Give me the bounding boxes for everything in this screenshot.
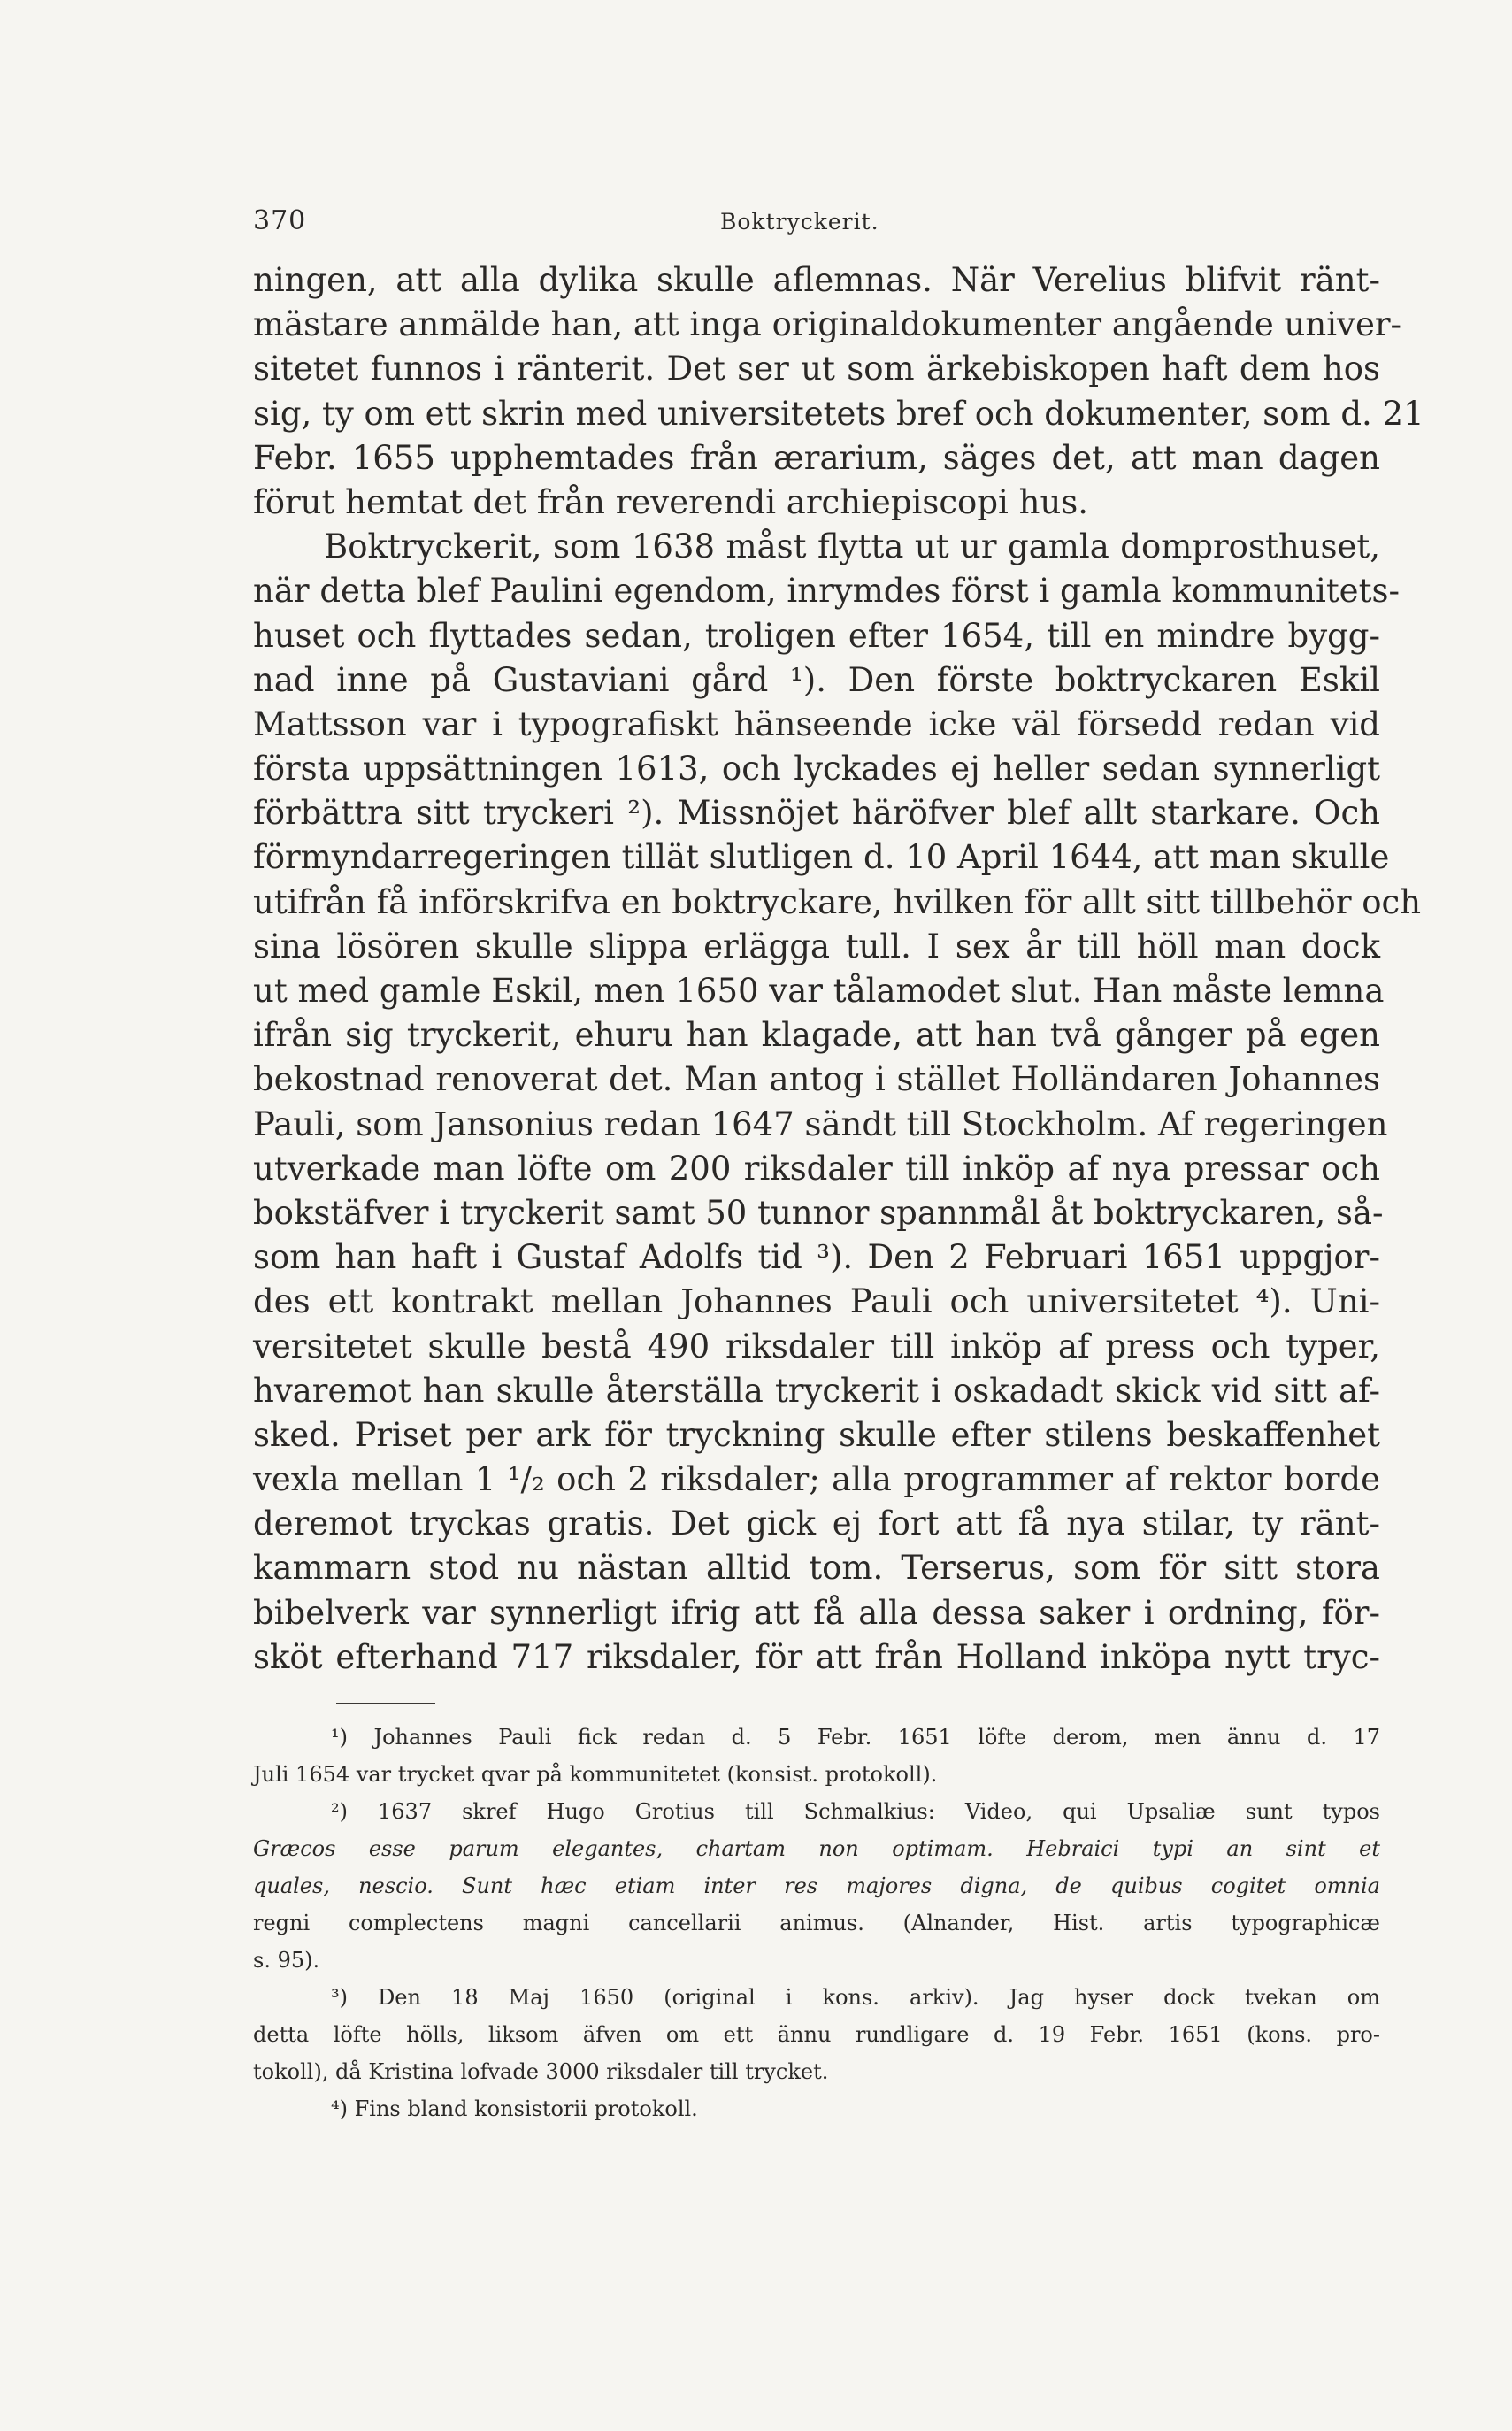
body-line: bibelverk var synnerligt ifrig att få alla dessa saker i ordning, för- (253, 1593, 1380, 1632)
body-line: sitetet funnos i ränterit. Det ser ut som ärkebiskopen haft dem hos (253, 350, 1380, 388)
body-line: Boktryckerit, som 1638 måst flytta ut ur gamla domprosthuset, (324, 527, 1380, 566)
footnote-divider (336, 1703, 435, 1704)
body-line: mästare anmälde han, att inga originaldokumenter angående univer- (253, 305, 1402, 344)
running-head: Boktryckerit. (720, 209, 879, 235)
footnote-line: ¹) Johannes Pauli fick redan d. 5 Febr. 1651 löfte derom, men ännu d. 17 (331, 1725, 1380, 1750)
body-line: ningen, att alla dylika skulle aflemnas. När Verelius blifvit ränt- (253, 261, 1380, 299)
body-line: förut hemtat det från reverendi archiepiscopi hus. (253, 482, 1089, 521)
body-line: vexla mellan 1 ¹/₂ och 2 riksdaler; alla programmer af rektor borde (253, 1460, 1380, 1499)
body-line: Pauli, som Jansonius redan 1647 sändt till Stockholm. Af regeringen (253, 1104, 1388, 1143)
body-line: förmyndarregeringen tillät slutligen d. 10 April 1644, att man skulle (253, 838, 1390, 877)
body-line: sked. Priset per ark för tryckning skulle efter stilens beskaffenhet (253, 1415, 1380, 1454)
footnote-line: s. 95). (253, 1948, 320, 1973)
body-text (253, 258, 1424, 1680)
body-line: kammarn stod nu nästan alltid tom. Terserus, som för sitt stora (253, 1549, 1380, 1588)
body-line: nad inne på Gustaviani gård ¹). Den förste boktryckaren Eskil (253, 660, 1380, 699)
body-line: bekostnad renoverat det. Man antog i stället Holländaren Johannes (253, 1060, 1380, 1099)
body-line: Mattsson var i typografiskt hänseende icke väl försedd redan vid (253, 704, 1380, 743)
body-line: första uppsättningen 1613, och lyckades ej heller sedan synnerligt (253, 750, 1380, 789)
footnote-line: Juli 1654 var trycket qvar på kommunitetet (konsist. protokoll). (253, 1762, 938, 1787)
footnote-line: detta löfte hölls, liksom äfven om ett ännu rundligare d. 19 Febr. 1651 (kons. pro- (253, 2022, 1380, 2047)
body-line: hvaremot han skulle återställa tryckerit i oskadadt skick vid sitt af- (253, 1371, 1380, 1410)
body-line: des ett kontrakt mellan Johannes Pauli och universitetet ⁴). Uni- (253, 1282, 1380, 1321)
page-header (253, 205, 1380, 241)
footnote-line: Græcos esse parum elegantes, chartam non optimam. Hebraici typi an sint et (253, 1836, 1380, 1861)
body-line: bokstäfver i tryckerit samt 50 tunnor spannmål åt boktryckaren, så- (253, 1193, 1384, 1232)
body-line: huset och flyttades sedan, troligen efter 1654, till en mindre bygg- (253, 616, 1380, 655)
body-line: ifrån sig tryckerit, ehuru han klagade, att han två gånger på egen (253, 1016, 1380, 1055)
body-line: utifrån få införskrifva en boktryckare, hvilken för allt sitt tillbehör och (253, 882, 1422, 921)
body-line: Febr. 1655 upphemtades från ærarium, säges det, att man dagen (253, 438, 1380, 477)
footnote-line: ²) 1637 skref Hugo Grotius till Schmalkius: Video, qui Upsaliæ sunt typos (331, 1799, 1380, 1824)
footnote-line: regni complectens magni cancellarii animus. (Alnander, Hist. artis typographicæ (253, 1911, 1380, 1935)
body-line: sköt efterhand 717 riksdaler, för att från Holland inköpa nytt tryc- (253, 1637, 1380, 1676)
footnote-line: quales, nescio. Sunt hæc etiam inter res majores digna, de quibus cogitet omnia (253, 1873, 1380, 1898)
footnote-line: ⁴) Fins bland konsistorii protokoll. (331, 2096, 698, 2121)
footnotes (253, 1719, 1380, 2127)
body-line: sina lösören skulle slippa erlägga tull. I sex år till höll man dock (253, 927, 1380, 965)
footnote-line: tokoll), då Kristina lofvade 3000 riksdaler till trycket. (253, 2059, 829, 2084)
body-line: när detta blef Paulini egendom, inrymdes först i gamla kommunitets- (253, 572, 1400, 611)
body-line: ut med gamle Eskil, men 1650 var tålamodet slut. Han måste lemna (253, 972, 1385, 1010)
footnote-line: ³) Den 18 Maj 1650 (original i kons. arkiv). Jag hyser dock tvekan om (331, 1985, 1380, 2010)
body-line: versitetet skulle bestå 490 riksdaler till inköp af press och typer, (253, 1327, 1380, 1366)
page-number: 370 (253, 205, 307, 236)
body-line: utverkade man löfte om 200 riksdaler till inköp af nya pressar och (253, 1149, 1380, 1188)
body-line: sig, ty om ett skrin med universitetets bref och dokumenter, som d. 21 (253, 394, 1424, 433)
body-line: deremot tryckas gratis. Det gick ej fort att få nya stilar, ty ränt- (253, 1504, 1380, 1543)
body-line: förbättra sitt tryckeri ²). Missnöjet häröfver blef allt starkare. Och (253, 794, 1380, 833)
body-line: som han haft i Gustaf Adolfs tid ³). Den 2 Februari 1651 uppgjor- (253, 1238, 1380, 1277)
